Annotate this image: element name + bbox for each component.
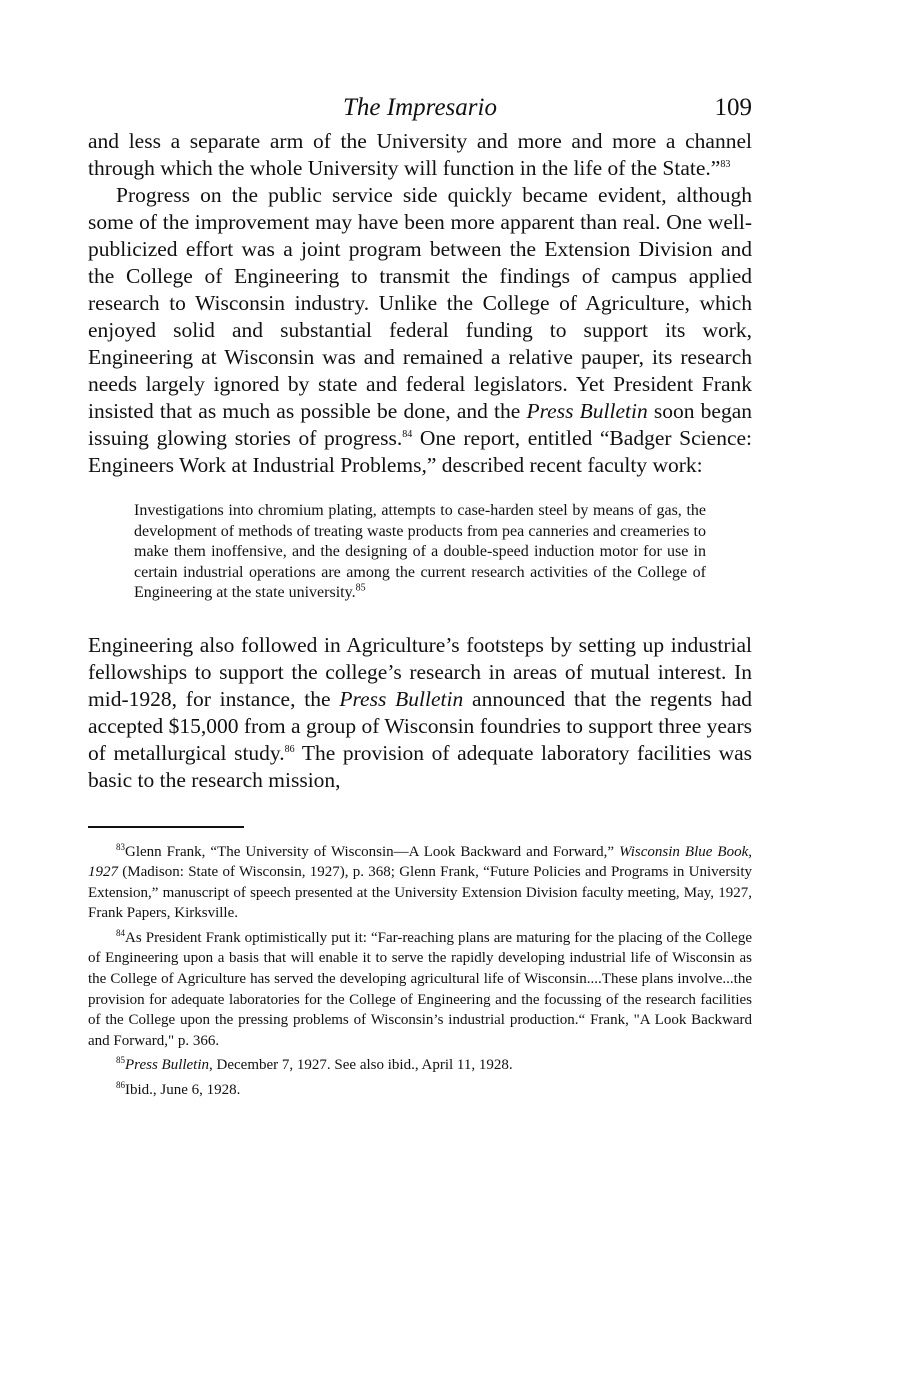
paragraph-text: Engineering also followed in Agriculture’s footsteps by setting up industrial fellowships to support the college’s research in areas of mutual interest. In mid-1928, for instance, the [88,632,752,711]
footnote-number: 86 [116,1080,125,1091]
footnote-number: 85 [116,1055,125,1066]
page-number: 109 [714,94,752,121]
footnote-number: 83 [116,841,125,852]
paragraph-continuation [88,128,752,182]
footnote-text: Glenn Frank, “The University of Wisconsin—A Look Backward and Forward,” [125,843,620,860]
paragraph-text: announced that the regents had accepted $15,000 from a group of Wisconsin foundries to support three years of metallurgical study. [88,686,752,765]
footnote-divider [88,826,244,828]
footnote-italic: Press Bulletin [125,1057,210,1074]
paragraph-text: soon began issuing glowing stories of progress. [88,399,753,450]
footnote-text: , December 7, 1927. See also ibid., April 11, 1928. [209,1057,513,1074]
footnote-text: Ibid., June 6, 1928. [125,1082,241,1099]
footnote-number: 84 [116,927,125,938]
paragraph-progress [88,182,752,479]
quote-text: Investigations into chromium plating, attempts to case-harden steel by means of gas, the development of methods of treating waste products from pea canneries and creameries to make them inoffensive, and the designing of a double-speed induction motor for use in certain industrial operations are among the current research activities of the College of Engineering at the state university. [134,502,706,601]
footnote-84 [88,928,752,1052]
page-header [88,92,752,128]
footnote-83 [88,842,752,924]
paragraph-text: The provision of adequate laboratory facilities was basic to the research mission, [88,740,753,792]
footnote-ref-85: 85 [355,582,366,594]
paragraph-text: Progress on the public service side quickly became evident, although some of the improvement may have been more apparent than real. One well-publicized effort was a joint program between the Extension Division and the College of Engineering to transmit the findings of campus applied research to Wisconsin industry. Unlike the College of Agriculture, which enjoyed solid and substantial federal funding to support its work, Engineering at Wisconsin was and remained a relative pauper, its research needs largely ignored by state and federal legislators. Yet President Frank insisted that as much as possible be done, and the [88,183,752,423]
footnote-85 [88,1055,752,1076]
book-page [88,92,752,1105]
block-quote [134,501,706,604]
running-title: The Impresario [343,94,497,121]
footnote-text: As President Frank optimistically put it: “Far-reaching plans are maturing for the placing of the College of Engineering upon a basis that will enable it to serve the rapidly developing industrial life of Wisconsin as the College of Agriculture has served the developing agricultural life of Wisconsin....These plans involve...the provision for adequate laboratories for the College of Engineering and the focussing of the research facilities of the College upon the pressing problems of Wisconsin’s industrial production.“ Frank, "A Look Backward and Forward," p. 366. [88,929,752,1049]
footnote-text: (Madison: State of Wisconsin, 1927), p. 368; Glenn Frank, “Future Policies and Programs in University Extension,” manuscript of speech presented at the University Extension Division faculty meeting, May, 1927, Frank Papers, Kirksville. [88,864,752,922]
footnote-ref-86: 86 [284,743,295,755]
footnote-ref-84: 84 [402,428,413,440]
paragraph-text: and less a separate arm of the University and more and more a channel through which the whole University will function in the life of the State.” [88,129,752,180]
publication-title: Press Bulletin [339,686,464,711]
footnote-italic: Wisconsin Blue Book, 1927 [88,843,752,881]
paragraph-text: One report, entitled “Badger Science: Engineers Work at Industrial Problems,” described recent faculty work: [88,426,752,477]
footnote-86 [88,1080,752,1101]
paragraph-engineering [88,632,752,794]
footnote-ref-83: 83 [720,158,731,170]
publication-title: Press Bulletin [526,399,648,423]
